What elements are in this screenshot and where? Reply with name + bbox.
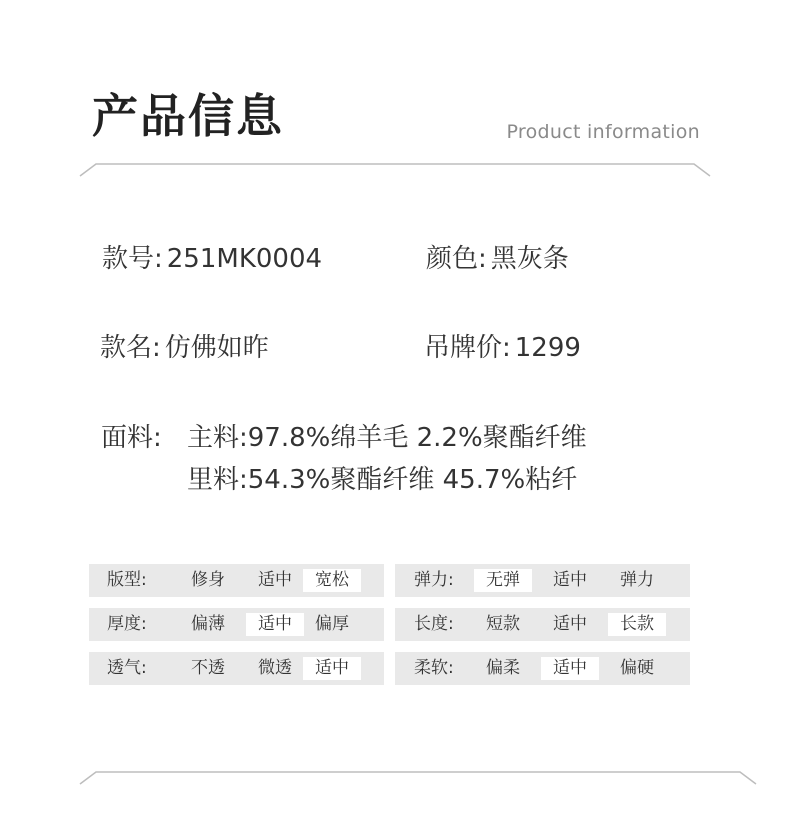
attribute-option-selected: 适中 [246,613,304,636]
attribute-option: 偏硬 [620,658,654,678]
color-row [426,242,569,276]
attribute-option: 微透 [258,658,292,678]
attribute-option: 偏厚 [315,614,349,634]
price-row [424,331,581,365]
page-subtitle: Product information [506,121,700,143]
attribute-label: 版型: [107,570,147,590]
fabric-lining: 里料:54.3%聚酯纤维 45.7%粘纤 [187,465,578,495]
attribute-option-selected: 适中 [303,657,361,680]
attribute-option: 偏柔 [486,658,520,678]
style-number-label: 款号: [102,244,163,274]
fabric-label: 面料: [101,423,162,453]
attribute-option: 适中 [553,614,587,634]
attribute-label: 柔软: [414,658,454,678]
attribute-row [395,652,690,685]
attribute-label: 弹力: [414,570,454,590]
attribute-row [395,608,690,641]
attribute-option-selected: 宽松 [303,569,361,592]
attribute-option-selected: 无弹 [474,569,532,592]
style-name-row [100,331,269,365]
attribute-row [89,564,384,597]
price-label: 吊牌价: [424,333,511,363]
style-number-value: 251MK0004 [166,244,323,274]
bottom-divider [0,766,790,786]
style-number-row [102,242,322,276]
color-value: 黑灰条 [490,244,569,274]
attribute-option-selected: 长款 [608,613,666,636]
attribute-option: 短款 [486,614,520,634]
attribute-row [89,608,384,641]
page-title: 产品信息 [92,89,284,143]
attribute-option-selected: 适中 [541,657,599,680]
attribute-label: 透气: [107,658,147,678]
attribute-option: 适中 [553,570,587,590]
top-divider [0,158,790,178]
attribute-option: 不透 [191,658,225,678]
color-label: 颜色: [426,244,487,274]
attribute-option: 修身 [191,570,225,590]
style-name-label: 款名: [100,333,161,363]
attribute-label: 长度: [414,614,454,634]
attribute-label: 厚度: [107,614,147,634]
attribute-option: 适中 [258,570,292,590]
attribute-row [89,652,384,685]
attribute-option: 偏薄 [191,614,225,634]
attribute-option: 弹力 [620,570,654,590]
attribute-row [395,564,690,597]
price-value: 1299 [514,333,581,363]
fabric-main: 主料:97.8%绵羊毛 2.2%聚酯纤维 [187,423,587,453]
style-name-value: 仿佛如昨 [164,333,269,363]
